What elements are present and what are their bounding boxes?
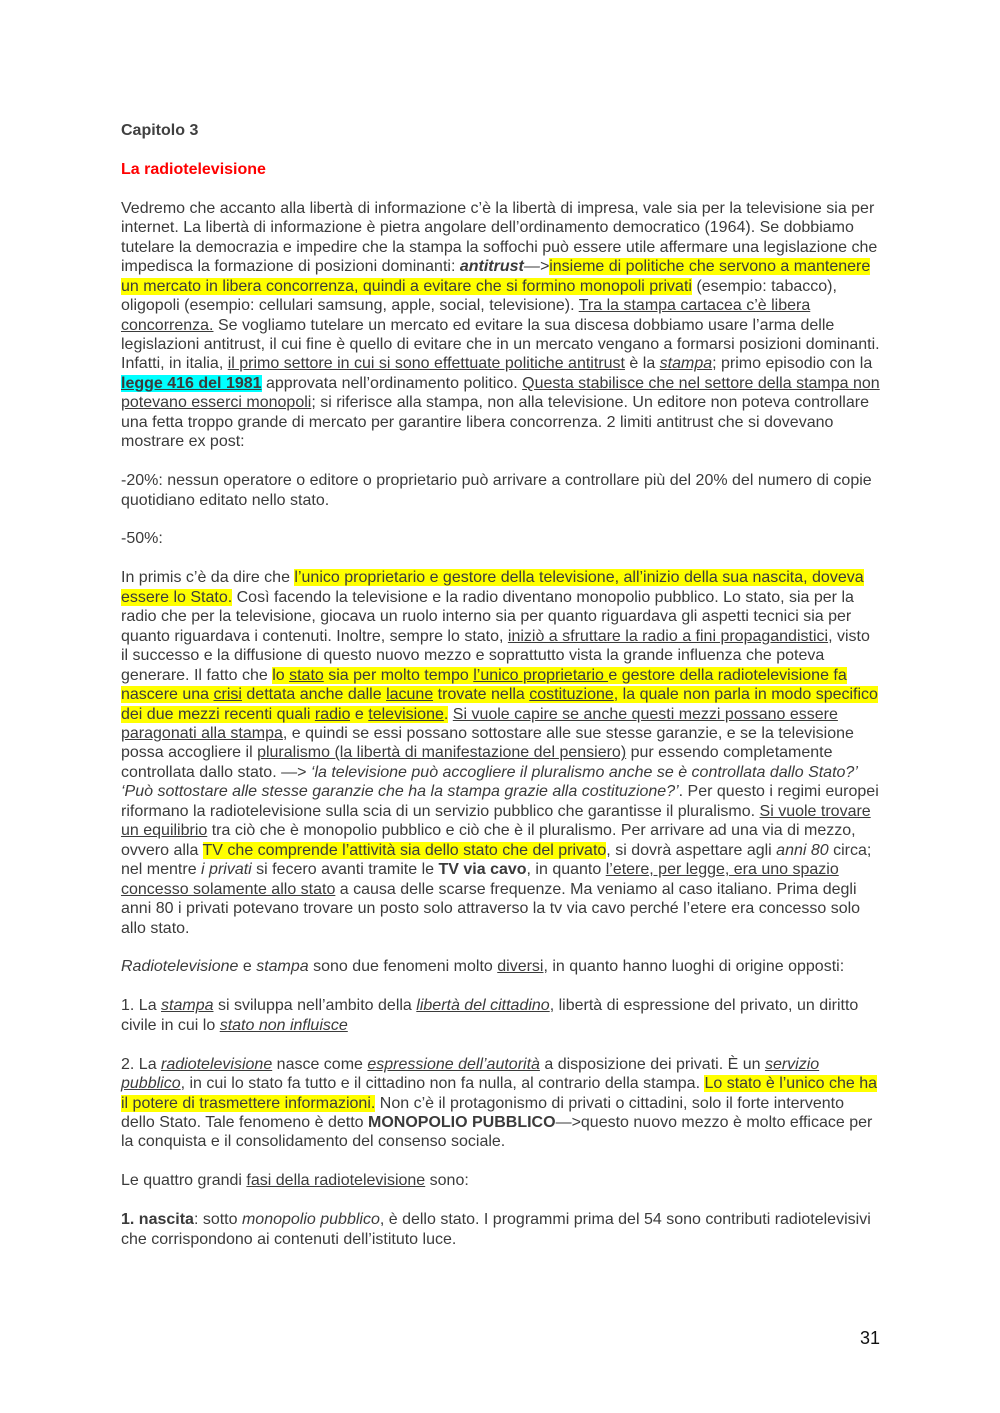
text: nasce come (272, 1055, 368, 1073)
text: 1. La (121, 997, 162, 1015)
list-item-stampa (121, 996, 881, 1035)
text: è la (624, 355, 660, 373)
text: Così facendo la televisione e la radio diventano monopolio pubblico. Lo stato, sia per la radio che per la televisione, giocava un ruolo interno sia per quanto riguardava gli aspetti tecnici sia per quanto riguardava i contenuti. Inoltre, sempre lo stato, (121, 588, 854, 645)
underlined-text: Questa stabilisce che nel settore della stampa non potevano esserci monopoli (121, 374, 880, 412)
text: , visto il successo e la diffusione di questo nuovo mezzo e soprattutto vista la grande influenza che poteva generare. Il fatto che (121, 627, 870, 684)
underlined-text: Si vuole capire se anche questi mezzi possano essere paragonati alla stampa (121, 705, 838, 742)
text: Vedremo che accanto alla libertà di informazione c’è la libertà di impresa, vale sia per la televisione sia per internet. La libertà di informazione è pietra angolare dell’ordinamento democratico (1964). Se dobbiamo tutelare la democrazia e impedire che la stampa la soffochi può essere utile affermare una legislazione che impedisca la formazione di posizioni dominanti: (121, 199, 878, 276)
text: Non c’è il protagonismo di privati o cittadini, solo il forte intervento dello Stato. Tale fenomeno è detto (121, 1094, 844, 1131)
limit-50: -50%: (121, 530, 163, 548)
underlined-text: servizio pubblico (121, 1055, 820, 1093)
text: ; primo episodio con la (712, 355, 873, 373)
italic-text: i privati (201, 861, 252, 879)
text: , è dello stato. I programmi prima del 54 sono contributi radiotelevisivi che corrispondono ai contenuti dell’istituto luce. (121, 1211, 871, 1248)
text: approvata nell’ordinamento politico. (261, 374, 523, 392)
underlined-text: l’etere, per legge, era uno spazio concesso solamente allo stato (121, 861, 839, 898)
underlined-text: libertà del cittadino (416, 997, 550, 1015)
underlined-text: espressione dell’autorità (367, 1055, 540, 1073)
term-antitrust: antitrust (459, 258, 524, 276)
text: sono due fenomeni molto (308, 958, 498, 976)
underlined-text: stato non influisce (219, 1016, 348, 1034)
italic-text: Radiotelevisione (121, 958, 239, 976)
italic-text: monopolio pubblico (241, 1211, 380, 1229)
text: , in quanto hanno luoghi di origine opposti: (543, 958, 845, 976)
italic-text: anni 80 (776, 841, 829, 859)
paragraph-antitrust (121, 199, 881, 452)
text: 2. La (121, 1055, 162, 1073)
underlined-text: il primo settore in cui si sono effettuate politiche antitrust (227, 355, 625, 373)
text: tra ciò che è monopolio pubblico e ciò che è il pluralismo. Per arrivare ad una via di mezzo, ovvero alla (121, 822, 856, 859)
paragraph-phases (121, 1171, 881, 1190)
limit-20: -20%: nessun operatore o editore o proprietario può arrivare a controllare più del 20% del numero di copie quotidiano editato nello stato. (121, 472, 872, 509)
underlined-text: diversi (497, 958, 544, 976)
underlined-text: stampa (161, 997, 214, 1015)
text: (esempio: tabacco), oligopoli (esempio: cellulari samsung, apple, social, televisione). (121, 277, 837, 315)
bold-text: 1. nascita (121, 1211, 194, 1229)
text: . Per questo i regimi europei riformano la radiotelevisione sulla scia di un servizio pubblico che garantisse il pluralismo. (121, 783, 879, 820)
paragraph-comparison (121, 957, 881, 976)
text: : sotto (193, 1211, 242, 1229)
text: , in quanto (526, 861, 606, 879)
underlined-text: Si vuole trovare un equilibrio (121, 802, 871, 840)
text: , libertà di espressione del privato, un diritto civile in cui lo (121, 997, 859, 1034)
highlight: l’unico proprietario e gestore della televisione, all’inizio della sua nascita, doveva essere lo Stato. (121, 569, 864, 606)
document-body (121, 121, 881, 1269)
text: Le quattro grandi (121, 1172, 247, 1190)
law-highlight: legge 416 del 1981 (121, 374, 262, 392)
underlined-text: stampa (659, 355, 713, 373)
text: si sviluppa nell’ambito della (213, 997, 417, 1015)
underlined-text: Tra la stampa cartacea c’è libera concorrenza. (121, 297, 811, 334)
text: e (238, 958, 257, 976)
text: , e quindi se essi possano sottostare alle sue stesse garanzie, e se la televisione possa accogliere il (121, 724, 854, 762)
underlined-text: pluralismo (la libertà di manifestazione del pensiero) (257, 744, 627, 762)
bold-text: TV via cavo (438, 861, 527, 879)
highlight: Lo stato è l’unico che ha il potere di trasmettere informazioni. (121, 1075, 878, 1112)
highlight: e (350, 705, 369, 723)
text: , si dovrà aspettare agli (606, 841, 777, 859)
paragraph-monopoly (121, 568, 881, 938)
text: ; si riferisce alla stampa, non alla televisione. Un editore non poteva controllare una fetta troppo grande di mercato per garantire libera concorrenza. 2 limiti antitrust che si dovevano mostrare ex post: (121, 394, 869, 451)
page-number: 31 (859, 1328, 880, 1348)
highlight: televisione (368, 705, 444, 723)
highlight: lacune (386, 686, 434, 704)
list-item-radiotelevisione (121, 1055, 881, 1152)
highlight: e gestore della radiotelevisione fa nascere una (121, 666, 847, 704)
highlight: dettata anche dalle (241, 686, 387, 704)
highlight: radio (314, 705, 351, 723)
highlight: , la quale non parla in modo specifico dei due mezzi recenti quali (121, 686, 878, 723)
highlight: lo (272, 666, 290, 684)
section-title: La radiotelevisione (121, 160, 266, 178)
highlight: costituzione (529, 686, 614, 704)
text: pur essendo completamente controllata dallo stato. —> (121, 744, 833, 781)
italic-text: stampa (256, 958, 309, 976)
highlight: insieme di politiche che servono a mantenere un mercato in libera concorrenza, quindi a evitare che si formino monopoli privati (121, 258, 871, 295)
text: sono: (425, 1172, 469, 1190)
highlight: sia per molto tempo (323, 666, 474, 684)
highlight: trovate nella (433, 686, 530, 704)
text: Se vogliamo tutelare un mercato ed evitare la sua discesa dobbiamo usare l’arma delle legislazioni antitrust, il cui fine è quello di evitare che in un mercato vengano a formarsi posizioni dominanti. Infatti, in italia, (121, 316, 880, 373)
text: a disposizione dei privati. È un (539, 1055, 765, 1073)
highlight: . (443, 705, 449, 723)
arrow: —> (523, 258, 550, 276)
highlight: stato (289, 666, 324, 684)
highlight: crisi (213, 686, 242, 704)
chapter-heading: Capitolo 3 (121, 122, 199, 139)
text: , in cui lo stato fa tutto e il cittadino non fa nulla, al contrario della stampa. (180, 1075, 705, 1093)
bold-text: MONOPOLIO PUBBLICO (368, 1113, 556, 1131)
underlined-text: iniziò a sfruttare la radio a fini propagandistici (507, 627, 829, 645)
underlined-text: radiotelevisione (161, 1055, 273, 1073)
phase-1 (121, 1210, 881, 1249)
quoted-question: ‘la televisione può accogliere il pluralismo anche se è controllata dallo Stato?’ ‘Può sottostare alle stesse garanzie che ha la stampa grazie alla costituzione?’ (121, 763, 857, 801)
underlined-text: fasi della radiotelevisione (246, 1172, 426, 1190)
text: circa; nel mentre (121, 841, 872, 879)
highlight: TV che comprende l’attività sia dello stato che del privato (202, 841, 607, 859)
text: In primis c’è da dire che (121, 569, 295, 587)
text: —>questo nuovo mezzo è molto efficace per la conquista e il consolidamento del consenso sociale. (121, 1113, 873, 1151)
text: a causa delle scarse frequenze. Ma veniamo al caso italiano. Prima degli anni 80 i privati potevano trovare un posto solo attraverso la tv via cavo perché l’etere era concesso solo allo stato. (121, 880, 861, 937)
text: si fecero avanti tramite le (251, 861, 439, 879)
highlight: l’unico proprietario (473, 666, 609, 684)
